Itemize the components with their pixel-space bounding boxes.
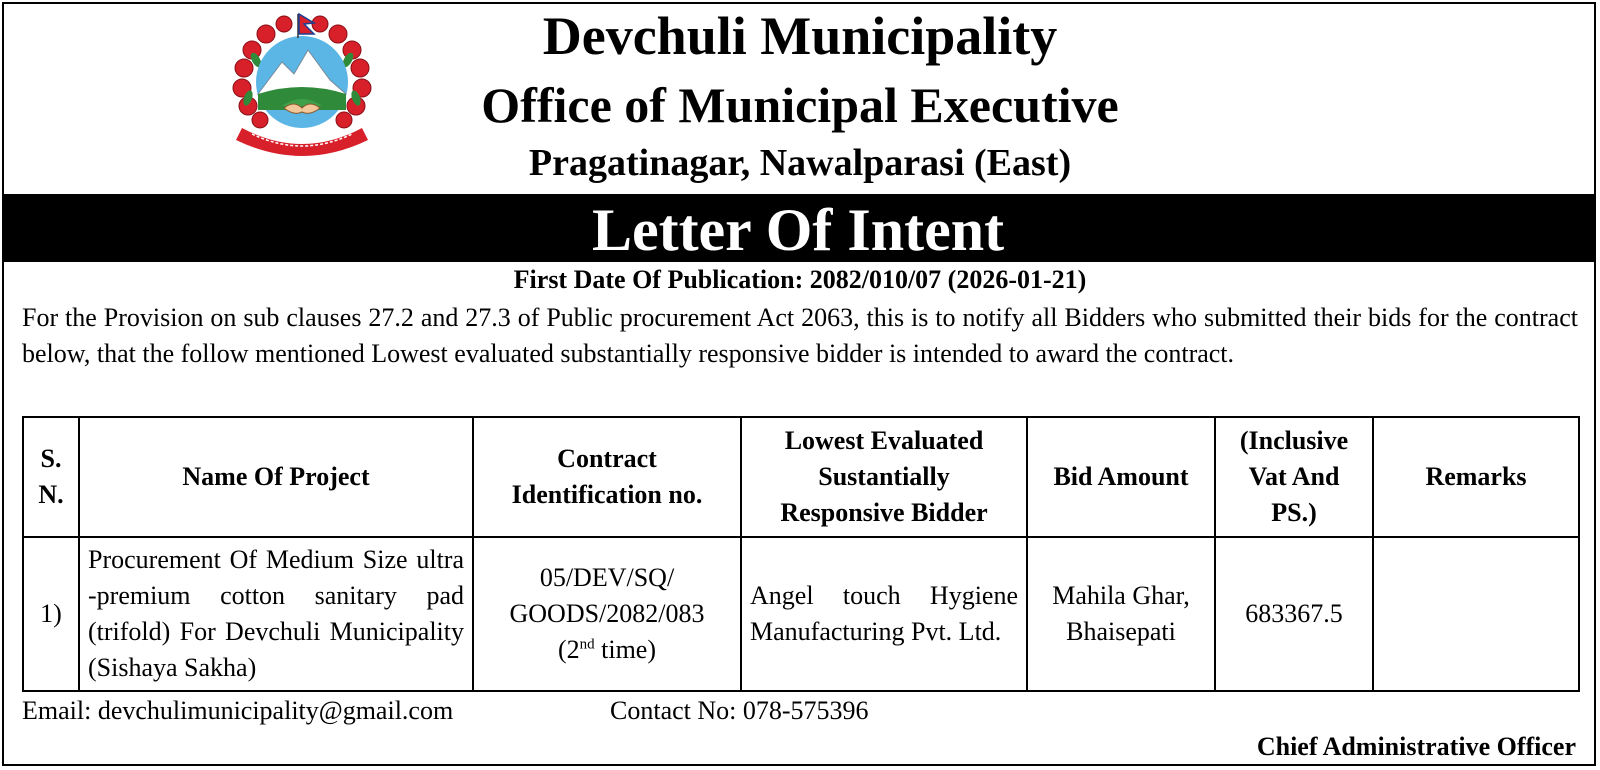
header-bidder: Lowest Evaluated Sustantially Responsive Bidder: [741, 417, 1027, 537]
nepal-emblem-icon: [222, 10, 382, 160]
notice-title: Letter Of Intent: [591, 197, 1005, 263]
header-contract: Contract Identification no.: [473, 417, 741, 537]
office-name: Office of Municipal Executive: [481, 77, 1119, 133]
table-row: [23, 537, 1579, 691]
cell-bidder: Angel touch Hygiene Manufacturing Pvt. Ltd.: [741, 537, 1027, 691]
header-vat: (Inclusive Vat And PS.): [1215, 417, 1373, 537]
footer-contact: Contact No: 078-575396: [610, 696, 869, 725]
notice-title-band: [2, 194, 1594, 262]
municipality-name: Devchuli Municipality: [542, 6, 1058, 66]
cell-remarks: [1373, 537, 1579, 691]
cell-vat-amount: 683367.5: [1215, 537, 1373, 691]
header-remarks: Remarks: [1373, 417, 1579, 537]
cell-bid-amount: Mahila Ghar, Bhaisepati: [1027, 537, 1215, 691]
header-bid-amount: Bid Amount: [1027, 417, 1215, 537]
header-sn: S. N.: [23, 417, 79, 537]
intro-paragraph: For the Provision on sub clauses 27.2 and 27.3 of Public procurement Act 2063, this is to notify all Bidders who submitted their bids for the contract below, that the follow mentioned Lowest evaluated substantially responsive bidder is intended to award the contract.: [22, 303, 1578, 368]
office-address: Pragatinagar, Nawalparasi (East): [528, 142, 1072, 184]
cell-project: Procurement Of Medium Size ultra -premium cotton sanitary pad (trifold) For Devchuli Municipality (Sishaya Sakha): [79, 537, 473, 691]
bid-table: [22, 416, 1580, 692]
footer-email: Email: devchulimunicipality@gmail.com: [22, 696, 454, 725]
signatory-title: Chief Administrative Officer: [1256, 732, 1576, 761]
table-header-row: [23, 417, 1579, 537]
cell-sn: 1): [23, 537, 79, 691]
header-project: Name Of Project: [79, 417, 473, 537]
publication-date: First Date Of Publication: 2082/010/07 (2026-01-21): [513, 265, 1087, 294]
cell-contract-id: 05/DEV/SQ/ GOODS/2082/083 (2nd time): [473, 537, 741, 691]
